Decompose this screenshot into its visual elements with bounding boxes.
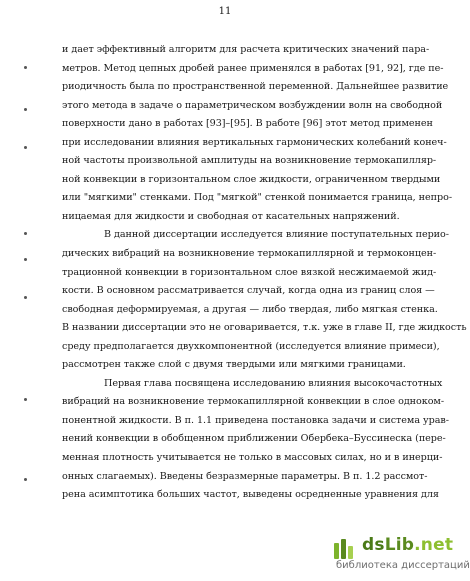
scan-speck (24, 258, 27, 261)
text-line: дических вибраций на возникновение термокапиллярной и термоконцен- (62, 248, 437, 260)
scan-speck (24, 478, 27, 481)
text-line: кости. В основном рассматривается случай, когда одна из границ слоя — (62, 285, 435, 297)
text-line: ной конвекции в горизонтальном слое жидкости, ограниченном твердыми (62, 173, 441, 185)
paragraph-start-line: Первая глава посвящена исследованию влияния высокочастотных (104, 377, 443, 389)
text-line: вибраций на возникновение термокапиллярной конвекции в слое одноком- (62, 396, 445, 408)
text-line: среду предполагается двухкомпонентной (исследуется влияние примеси), (62, 340, 440, 352)
paragraph-start-line: В данной диссертации исследуется влияние поступательных перио- (104, 229, 449, 241)
text-line: понентной жидкости. В п. 1.1 приведена постановка задачи и система урав- (62, 414, 449, 426)
scan-speck (24, 232, 27, 235)
text-line: В названии диссертации это не оговаривается, т.к. уже в главе II, где жидкость (62, 322, 467, 334)
text-line: риодичность была по пространственной переменной. Дальнейшее развитие (62, 81, 449, 93)
scan-speck (24, 108, 27, 111)
dslib-logo-icon (332, 537, 356, 561)
text-line: рена асимптотика больших частот, выведены осредненные уравнения для (62, 489, 439, 501)
text-line: свободная деформируемая, а другая — либо твердая, либо мягкая стенка. (62, 303, 438, 315)
text-line: ницаемая для жидкости и свободная от касательных напряжений. (62, 210, 400, 222)
scan-speck (24, 398, 27, 401)
scan-speck (24, 66, 27, 69)
watermark (332, 535, 470, 575)
brand-net: .net (414, 535, 454, 555)
text-line: рассмотрен также слой с двумя твердыми или мягкими границами. (62, 359, 406, 371)
text-line: менная плотность учитывается не только в массовых силах, но и в инерци- (62, 452, 443, 464)
text-line: поверхности дано в работах [93]–[95]. В работе [96] этот метод применен (62, 118, 433, 130)
scan-speck (24, 296, 27, 299)
text-line: ной частоты произвольной амплитуды на возникновение термокапилляр- (62, 155, 437, 167)
text-line: этого метода в задаче о параметрическом возбуждении волн на свободной (62, 99, 443, 111)
text-line: нений конвекции в обобщенном приближении Обербека–Буссинеска (пере- (62, 433, 446, 445)
body-text (62, 41, 467, 505)
scan-speck (24, 146, 27, 149)
text-line: онных слагаемых). Введены безразмерные параметры. В п. 1.2 рассмот- (62, 470, 428, 482)
text-line: трационной конвекции в горизонтальном слое вязкой несжимаемой жид- (62, 266, 437, 278)
page-number: 11 (218, 6, 232, 17)
text-line: при исследовании влияния вертикальных гармонических колебаний конеч- (62, 136, 447, 148)
text-line: метров. Метод цепных дробей ранее применялся в работах [91, 92], где пе- (62, 62, 444, 74)
brand-lib: Lib (384, 535, 415, 555)
watermark-caption: библиотека диссертаций (336, 560, 470, 571)
brand-ds: ds (362, 535, 385, 555)
text-line: и дает эффективный алгоритм для расчета критических значений пара- (62, 44, 430, 55)
text-line: или "мягкими" стенками. Под "мягкой" стенкой понимается граница, непро- (62, 192, 453, 204)
watermark-brand (362, 535, 453, 555)
